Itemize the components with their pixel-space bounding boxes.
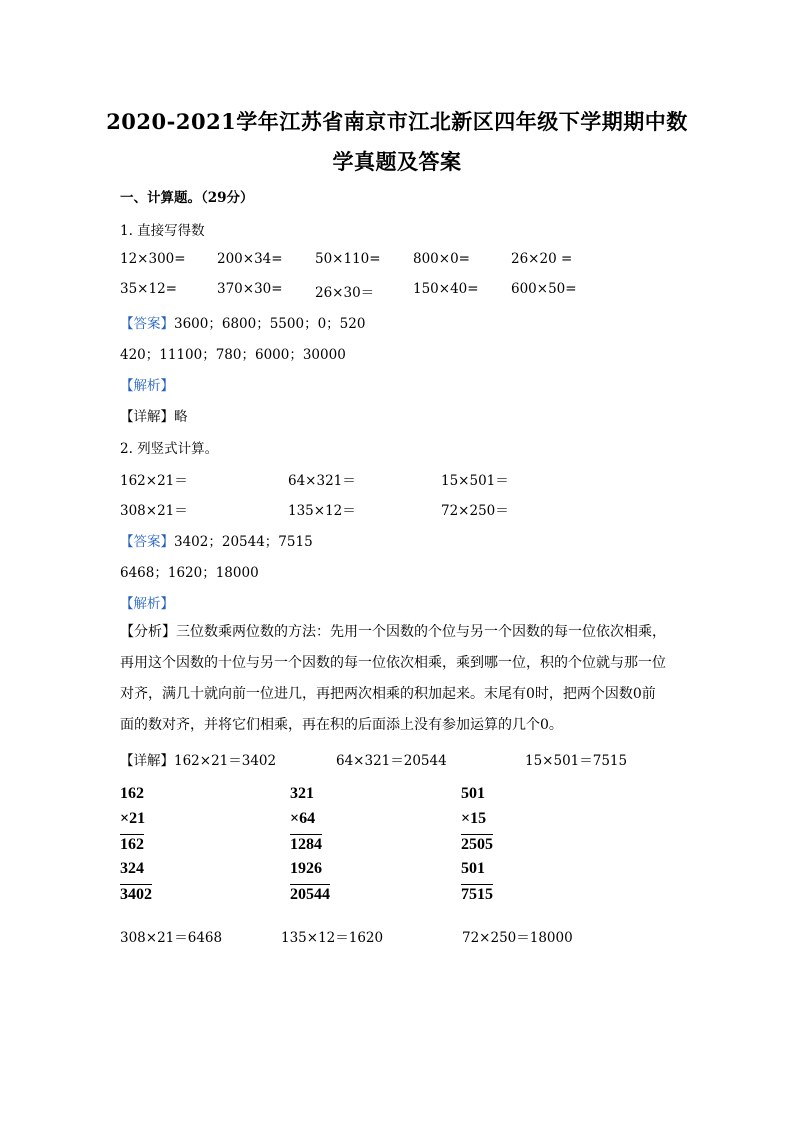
q2-answer-tag: 【答案】 [120, 534, 174, 550]
bottom-result-3: 72×250＝18000 [462, 930, 573, 946]
q2-analysis-tag: 【解析】 [120, 596, 174, 612]
q2-row1-item-1: 162×21＝ [120, 473, 188, 489]
q1-row1-item-5: 26×20 = [511, 251, 573, 267]
vertical-1-multiplier: ×21 [120, 810, 146, 827]
q2-row2-item-2: 135×12＝ [288, 503, 356, 519]
vertical-2-partial-2: 1926 [290, 860, 322, 877]
q1-analysis-tag: 【解析】 [120, 378, 174, 394]
q1-detail-text: 略 [174, 409, 188, 425]
q1-row1-item-4: 800×0= [413, 251, 470, 267]
q2-analysis-line-3: 对齐，满几十就向前一位进几，再把两次相乘的积加起来。末尾有0时，把两个因数0前 [120, 686, 656, 702]
q2-row1-item-2: 64×321＝ [288, 473, 356, 489]
q2-row2-item-1: 308×21＝ [120, 503, 188, 519]
q2-detail-result-1 [120, 749, 276, 769]
vertical-1-product [120, 884, 152, 904]
q1-answer-line-2: 420；11100；780；6000；30000 [120, 347, 346, 363]
q1-answer [120, 312, 365, 332]
vertical-3-partial-2: 501 [461, 860, 485, 877]
q1-detail [120, 405, 188, 425]
vertical-1-product-text: 3402 [120, 886, 152, 903]
vertical-3-partial-1-text: 2505 [461, 836, 493, 853]
q2-analysis-line-1 [120, 617, 680, 648]
q1-row2-item-1: 35×12= [120, 281, 177, 297]
vertical-2-product [290, 884, 330, 904]
vertical-1-partial-1-text: 162 [120, 836, 144, 853]
vertical-3-product [461, 884, 493, 904]
q2-analysis-line-2: 再用这个因数的十位与另一个因数的每一位依次相乘，乘到哪一位，积的个位就与那一位 [120, 655, 666, 671]
bottom-result-2: 135×12＝1620 [281, 930, 384, 946]
document-title-line-1: 2020-2021学年江苏省南京市江北新区四年级下学期期中数 [106, 109, 688, 134]
q2-row2-item-3: 72×250＝ [441, 503, 509, 519]
q2-detail-tag: 【详解】 [120, 753, 174, 769]
q1-answer-text: 3600；6800；5500；0；520 [174, 316, 366, 332]
q1-row1-item-1: 12×300= [120, 251, 186, 267]
vertical-3-multiplicand: 501 [461, 785, 485, 802]
section-1-heading: 一、计算题。（29分） [120, 190, 254, 206]
vertical-1-partial-1 [120, 834, 144, 854]
vertical-3-multiplier: ×15 [461, 810, 487, 827]
vertical-3-product-text: 7515 [461, 886, 493, 903]
q1-detail-tag: 【详解】 [120, 409, 174, 425]
q2-answer [120, 530, 313, 550]
q1-prompt: 1. 直接写得数 [120, 223, 205, 239]
vertical-2-multiplicand: 321 [290, 785, 314, 802]
q2-row1-item-3: 15×501＝ [441, 473, 509, 489]
q1-row1-item-2: 200×34= [217, 251, 283, 267]
q1-row2-item-5: 600×50= [511, 281, 577, 297]
q2-detail-result-2: 64×321＝20544 [336, 753, 447, 769]
bottom-result-1: 308×21＝6468 [120, 930, 223, 946]
vertical-2-product-text: 20544 [290, 886, 330, 903]
q2-analysis-paragraph [120, 617, 680, 741]
q1-answer-tag: 【答案】 [120, 316, 174, 332]
q2-fenxi-tag: 【分析】 [120, 624, 176, 640]
vertical-1-partial-2: 324 [120, 860, 144, 877]
q1-row1-item-3: 50×110= [315, 251, 381, 267]
q2-analysis-line-4: 面的数对齐，并将它们相乘，再在积的后面添上没有参加运算的几个0。 [120, 717, 563, 733]
q2-detail-result-1-text: 162×21＝3402 [174, 753, 277, 769]
q2-detail-result-3: 15×501＝7515 [525, 753, 628, 769]
vertical-1-multiplicand: 162 [120, 785, 144, 802]
q2-answer-line-2: 6468；1620；18000 [120, 565, 259, 581]
q1-row2-item-3: 26×30＝ [315, 285, 375, 301]
q1-row2-item-2: 370×30= [217, 281, 283, 297]
vertical-3-partial-1 [461, 834, 493, 854]
vertical-2-multiplier: ×64 [290, 810, 316, 827]
document-title-line-2: 学真题及答案 [332, 149, 462, 174]
q1-row2-item-4: 150×40= [413, 281, 479, 297]
vertical-2-partial-1-text: 1284 [290, 836, 322, 853]
q2-prompt: 2. 列竖式计算。 [120, 441, 219, 457]
q2-answer-text: 3402；20544；7515 [174, 534, 313, 550]
vertical-2-partial-1 [290, 834, 322, 854]
q2-fenxi-text-1: 三位数乘两位数的方法：先用一个因数的个位与另一个因数的每一位依次相乘， [176, 624, 666, 640]
